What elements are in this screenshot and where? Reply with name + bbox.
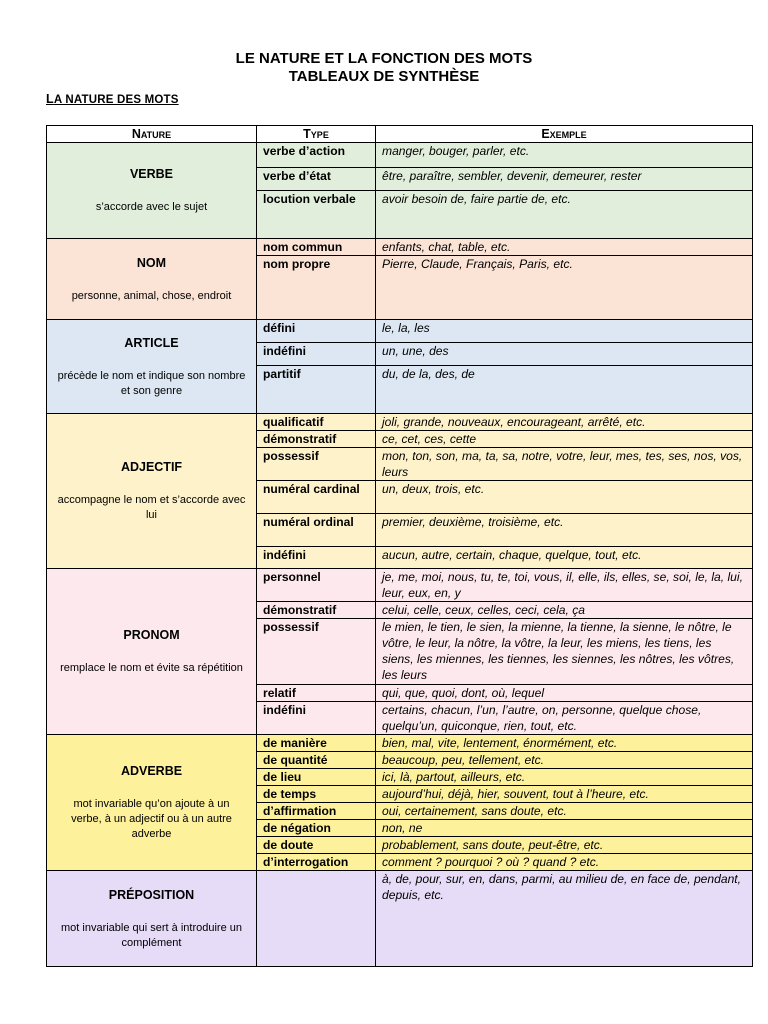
type-cell: personnel: [257, 569, 376, 602]
nature-name: ARTICLE: [124, 335, 179, 350]
nature-description: s’accorde avec le sujet: [95, 201, 208, 213]
example-cell: je, me, moi, nous, tu, te, toi, vous, il, elle, ils, elles, se, soi, le, la, lui, leur, eux, en, y: [376, 569, 753, 602]
type-cell: démonstratif: [257, 431, 376, 448]
example-cell: ce, cet, ces, cette: [376, 431, 753, 448]
example-cell: mon, ton, son, ma, ta, sa, notre, votre, leur, mes, tes, ses, nos, vos, leurs: [376, 448, 753, 481]
type-cell: de négation: [257, 820, 376, 837]
type-cell: de manière: [257, 735, 376, 752]
nature-cell: [47, 735, 257, 871]
example-cell: beaucoup, peu, tellement, etc.: [376, 752, 753, 769]
nature-cell: [47, 569, 257, 735]
type-cell: qualificatif: [257, 414, 376, 431]
example-cell: bien, mal, vite, lentement, énormément, etc.: [376, 735, 753, 752]
example-cell: le mien, le tien, le sien, la mienne, la tienne, la sienne, le nôtre, le vôtre, le leur, la nôtre, la vôtre, la leur, les miens, les tiens, les siens, les miennes, les tiennes, les siennes, les nôtres, les vôtres, les leurs: [376, 619, 753, 685]
type-cell: locution verbale: [257, 191, 376, 239]
nature-description: accompagne le nom et s’accorde avec lui: [57, 494, 246, 521]
example-cell: Pierre, Claude, Français, Paris, etc.: [376, 256, 753, 320]
type-cell: verbe d’état: [257, 168, 376, 191]
example-cell: être, paraître, sembler, devenir, demeurer, rester: [376, 168, 753, 191]
example-cell: un, une, des: [376, 343, 753, 366]
table-header-row: [47, 126, 753, 143]
nature-name: ADVERBE: [120, 764, 183, 778]
section-heading: [46, 92, 179, 106]
example-cell: certains, chacun, l’un, l’autre, on, personne, quelque chose, quelqu’un, quiconque, rien, tout, etc.: [376, 702, 753, 735]
header-nature: Nature: [47, 126, 257, 143]
type-cell: verbe d’action: [257, 143, 376, 168]
example-cell: premier, deuxième, troisième, etc.: [376, 514, 753, 547]
type-cell: [257, 871, 376, 967]
type-cell: de doute: [257, 837, 376, 854]
nature-name: PRÉPOSITION: [108, 887, 195, 902]
nature-cell: [47, 871, 257, 967]
type-cell: possessif: [257, 619, 376, 685]
type-cell: indéfini: [257, 343, 376, 366]
nature-description: personne, animal, chose, endroit: [71, 289, 232, 302]
example-cell: probablement, sans doute, peut-être, etc.: [376, 837, 753, 854]
table-row: [47, 871, 753, 967]
example-cell: le, la, les: [376, 320, 753, 343]
nature-description: précède le nom et indique son nombre et son genre: [57, 369, 246, 397]
type-cell: de quantité: [257, 752, 376, 769]
type-cell: numéral cardinal: [257, 481, 376, 514]
example-cell: un, deux, trois, etc.: [376, 481, 753, 514]
nature-description: mot invariable qui sert à introduire un complément: [61, 921, 242, 949]
table-row: [47, 143, 753, 168]
table-body: [47, 143, 753, 967]
type-cell: de temps: [257, 786, 376, 803]
nature-table: [46, 125, 753, 967]
page-title: [0, 50, 768, 86]
nature-name: VERBE: [129, 167, 174, 181]
type-cell: nom propre: [257, 256, 376, 320]
title-line-2: TABLEAUX DE SYNTHÈSE: [288, 68, 480, 85]
section-heading-initial: L: [46, 92, 54, 106]
nature-description: mot invariable qu’on ajoute à un verbe, à un adjectif ou à un autre adverbe: [71, 798, 232, 840]
example-cell: comment ? pourquoi ? où ? quand ? etc.: [376, 854, 753, 871]
example-cell: qui, que, quoi, dont, où, lequel: [376, 685, 753, 702]
header-exemple: Exemple: [376, 126, 753, 143]
type-cell: d’interrogation: [257, 854, 376, 871]
example-cell: oui, certainement, sans doute, etc.: [376, 803, 753, 820]
example-cell: aujourd’hui, déjà, hier, souvent, tout à l’heure, etc.: [376, 786, 753, 803]
example-cell: joli, grande, nouveaux, encourageant, arrêté, etc.: [376, 414, 753, 431]
type-cell: indéfini: [257, 547, 376, 569]
example-cell: à, de, pour, sur, en, dans, parmi, au milieu de, en face de, pendant, depuis, etc.: [376, 871, 753, 967]
table-row: [47, 320, 753, 343]
example-cell: avoir besoin de, faire partie de, etc.: [376, 191, 753, 239]
type-cell: numéral ordinal: [257, 514, 376, 547]
nature-name: NOM: [136, 255, 167, 270]
nature-cell: [47, 239, 257, 320]
nature-description: remplace le nom et évite sa répétition: [60, 662, 243, 674]
type-cell: défini: [257, 320, 376, 343]
example-cell: enfants, chat, table, etc.: [376, 239, 753, 256]
header-type: Type: [257, 126, 376, 143]
example-cell: celui, celle, ceux, celles, ceci, cela, ça: [376, 602, 753, 619]
example-cell: ici, là, partout, ailleurs, etc.: [376, 769, 753, 786]
type-cell: partitif: [257, 366, 376, 414]
nature-name: ADJECTIF: [120, 460, 183, 474]
table-row: [47, 569, 753, 602]
type-cell: relatif: [257, 685, 376, 702]
type-cell: de lieu: [257, 769, 376, 786]
title-line-1: LE NATURE ET LA FONCTION DES MOTS: [235, 50, 533, 67]
type-cell: d’affirmation: [257, 803, 376, 820]
example-cell: du, de la, des, de: [376, 366, 753, 414]
type-cell: possessif: [257, 448, 376, 481]
example-cell: manger, bouger, parler, etc.: [376, 143, 753, 168]
type-cell: démonstratif: [257, 602, 376, 619]
table-row: [47, 735, 753, 752]
nature-cell: [47, 320, 257, 414]
section-heading-rest: A NATURE DES MOTS: [53, 94, 179, 106]
nature-cell: [47, 143, 257, 239]
type-cell: nom commun: [257, 239, 376, 256]
table-row: [47, 414, 753, 431]
nature-cell: [47, 414, 257, 569]
nature-name: PRONOM: [123, 628, 180, 642]
example-cell: non, ne: [376, 820, 753, 837]
example-cell: aucun, autre, certain, chaque, quelque, tout, etc.: [376, 547, 753, 569]
table-row: [47, 239, 753, 256]
type-cell: indéfini: [257, 702, 376, 735]
